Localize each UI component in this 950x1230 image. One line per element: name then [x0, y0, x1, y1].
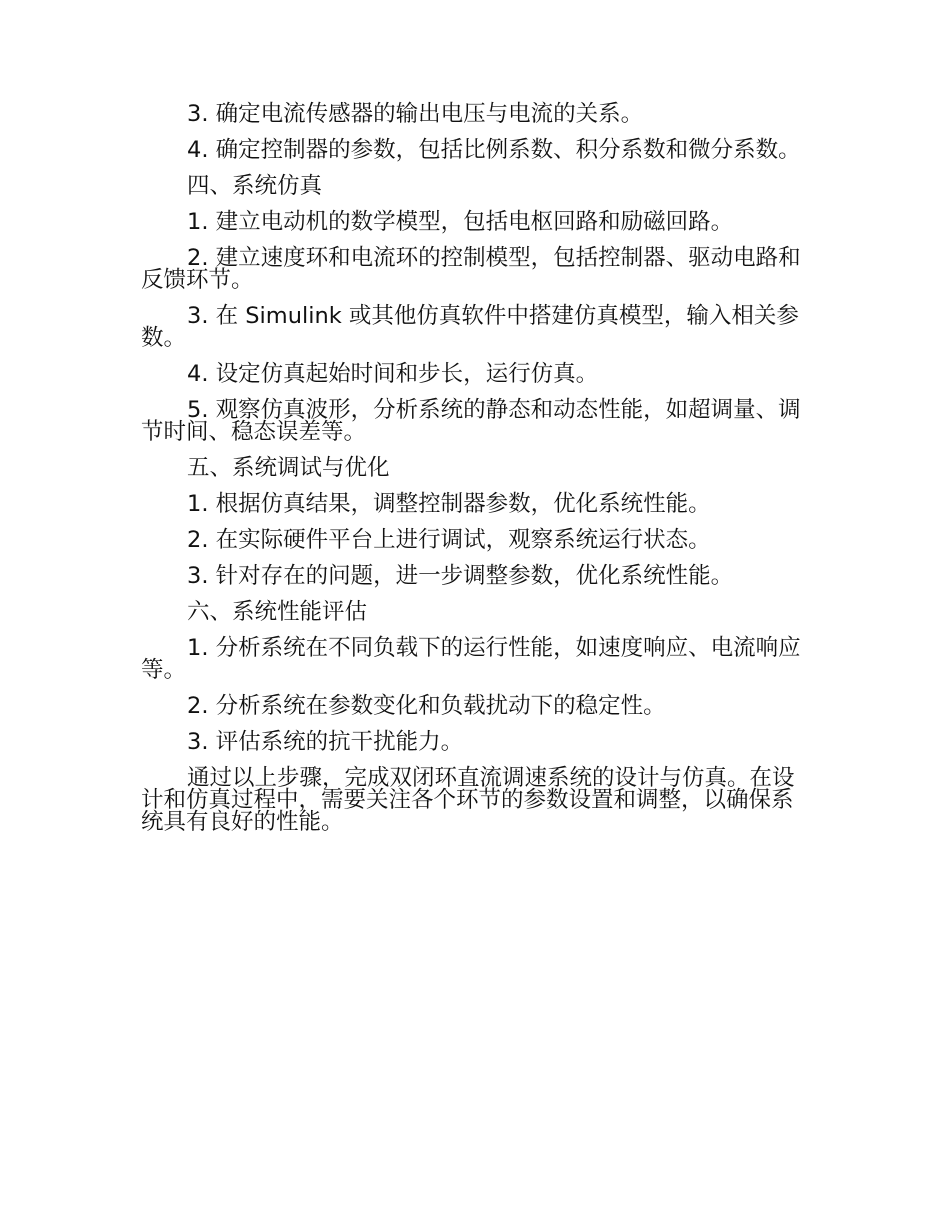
- paragraph: 5. 观察仿真波形，分析系统的静态和动态性能，如超调量、调节时间、稳态误差等。: [141, 397, 801, 445]
- section-heading: 四、系统仿真: [187, 173, 323, 199]
- paragraph: 3. 确定电流传感器的输出电压与电流的关系。: [187, 101, 644, 127]
- paragraph: 1. 根据仿真结果，调整控制器参数，优化系统性能。: [187, 491, 711, 517]
- paragraph: 2. 分析系统在参数变化和负载扰动下的稳定性。: [187, 693, 666, 719]
- paragraph: 3. 针对存在的问题，进一步调整参数，优化系统性能。: [187, 563, 734, 589]
- paragraph: 1. 分析系统在不同负载下的运行性能，如速度响应、电流响应等。: [141, 635, 801, 683]
- paragraph: 2. 建立速度环和电流环的控制模型，包括控制器、驱动电路和反馈环节。: [141, 245, 801, 293]
- section-heading: 六、系统性能评估: [187, 599, 368, 625]
- paragraph: 3. 在 Simulink 或其他仿真软件中搭建仿真模型，输入相关参数。: [141, 303, 799, 351]
- summary-paragraph: 通过以上步骤，完成双闭环直流调速系统的设计与仿真。在设计和仿真过程中，需要关注各个环节的参数设置和调整，以确保系统具有良好的性能。: [141, 765, 795, 835]
- paragraph: 4. 设定仿真起始时间和步长，运行仿真。: [187, 361, 599, 387]
- paragraph: 1. 建立电动机的数学模型，包括电枢回路和励磁回路。: [187, 209, 734, 235]
- paragraph: 3. 评估系统的抗干扰能力。: [187, 729, 464, 755]
- section-heading: 五、系统调试与优化: [187, 455, 390, 481]
- paragraph: 2. 在实际硬件平台上进行调试，观察系统运行状态。: [187, 527, 711, 553]
- paragraph: 4. 确定控制器的参数，包括比例系数、积分系数和微分系数。: [187, 137, 801, 163]
- document-body: [141, 103, 813, 833]
